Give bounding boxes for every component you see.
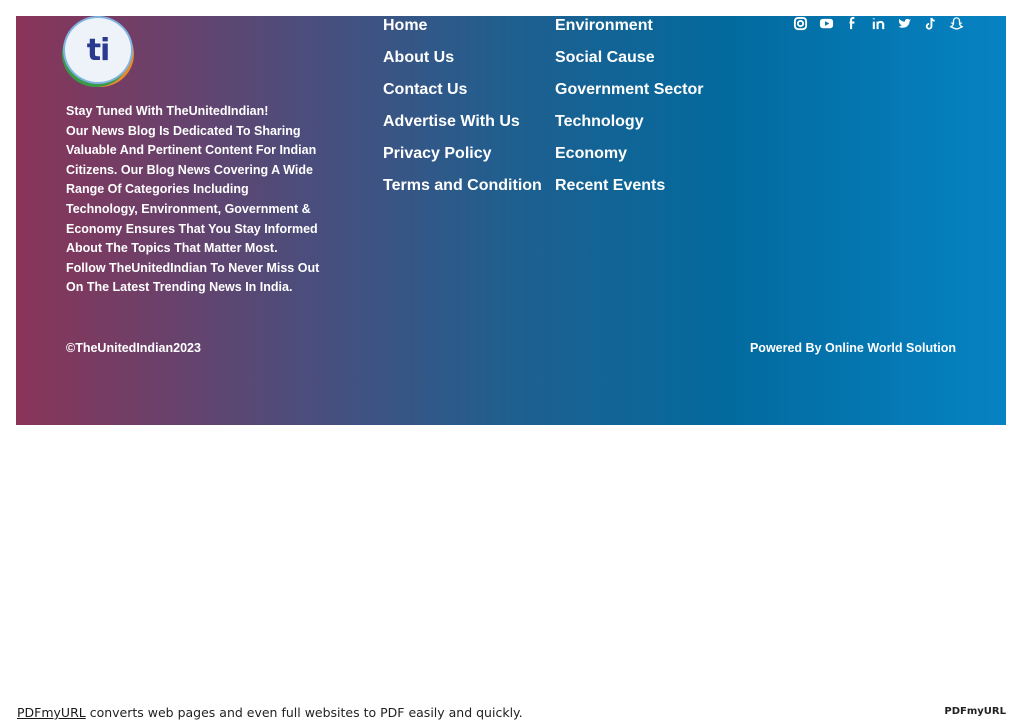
site-logo[interactable] bbox=[65, 18, 131, 82]
powered-by-link[interactable]: Powered By Online World Solution bbox=[749, 341, 956, 355]
footer-link-economy[interactable]: Economy bbox=[555, 145, 628, 162]
footer-link-home[interactable]: Home bbox=[383, 17, 428, 34]
about-text bbox=[66, 102, 351, 298]
about-line: Follow TheUnitedIndian To Never Miss Out bbox=[66, 260, 320, 275]
instagram-icon[interactable] bbox=[787, 16, 813, 34]
facebook-icon[interactable] bbox=[839, 16, 865, 34]
footer-link-environment[interactable]: Environment bbox=[555, 17, 653, 34]
linkedin-icon[interactable] bbox=[865, 16, 891, 34]
footer-link-social-cause[interactable]: Social Cause bbox=[555, 49, 655, 66]
about-line: Technology, Environment, Government & bbox=[66, 201, 311, 216]
about-line: On The Latest Trending News In India. bbox=[66, 280, 293, 295]
footer-link-privacy[interactable]: Privacy Policy bbox=[383, 145, 492, 162]
about-line: Citizens. Our Blog News Covering A Wide bbox=[66, 162, 313, 177]
footer-link-recent-events[interactable]: Recent Events bbox=[555, 177, 666, 194]
footer-link-technology[interactable]: Technology bbox=[555, 113, 644, 130]
copyright-text: ©TheUnitedIndian2023 bbox=[66, 341, 201, 355]
logo-text: ti bbox=[86, 32, 110, 68]
tiktok-icon[interactable] bbox=[917, 16, 943, 34]
pdf-banner-text: converts web pages and even full websites to PDF easily and quickly. bbox=[85, 705, 523, 720]
footer-link-terms[interactable]: Terms and Condition bbox=[383, 177, 542, 194]
pdfmyurl-logo[interactable]: PDFmyURL bbox=[944, 706, 1006, 717]
pdf-banner bbox=[17, 705, 523, 720]
about-line: Range Of Categories Including bbox=[66, 182, 249, 197]
footer-link-advertise[interactable]: Advertise With Us bbox=[383, 113, 520, 130]
pdfmyurl-link[interactable]: PDFmyURL bbox=[17, 705, 86, 720]
quick-links bbox=[383, 16, 542, 208]
youtube-icon[interactable] bbox=[813, 16, 839, 34]
footer-link-government[interactable]: Government Sector bbox=[555, 81, 704, 98]
about-line: Our News Blog Is Dedicated To Sharing bbox=[66, 123, 301, 138]
about-line: Economy Ensures That You Stay Informed bbox=[66, 221, 318, 236]
twitter-icon[interactable] bbox=[891, 16, 917, 34]
social-links bbox=[787, 16, 969, 34]
site-footer bbox=[16, 16, 1006, 425]
about-line: About The Topics That Matter Most. bbox=[66, 241, 278, 256]
about-line: Stay Tuned With TheUnitedIndian! bbox=[66, 104, 269, 118]
footer-link-contact-us[interactable]: Contact Us bbox=[383, 81, 468, 98]
about-line: Valuable And Pertinent Content For Indian bbox=[66, 143, 317, 158]
snapchat-icon[interactable] bbox=[943, 16, 969, 34]
footer-link-about-us[interactable]: About Us bbox=[383, 49, 455, 66]
category-links bbox=[555, 16, 703, 208]
